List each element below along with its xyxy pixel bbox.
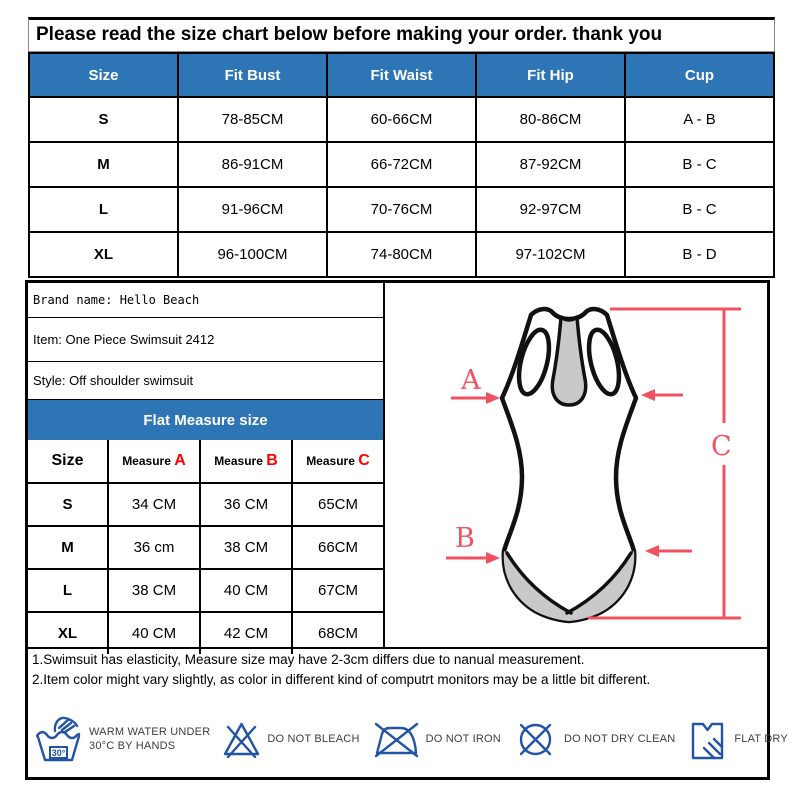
table-row xyxy=(29,187,774,232)
table-row xyxy=(29,232,774,277)
care-label-line: FLAT DRY xyxy=(734,733,788,745)
cell: 86-91CM xyxy=(178,142,327,187)
col-cup: Cup xyxy=(625,53,774,97)
do-not-iron-icon xyxy=(373,720,419,759)
measure-letter-b: B xyxy=(266,452,278,469)
col-fit-bust: Fit Bust xyxy=(178,53,327,97)
care-label-line: DO NOT IRON xyxy=(425,733,501,745)
care-item-do-not-bleach xyxy=(223,719,359,759)
arrow-a-right-head xyxy=(641,389,655,401)
measure-header-row xyxy=(28,440,383,483)
measure-label: Measure xyxy=(214,454,263,468)
cell: 36 cm xyxy=(108,526,200,569)
col-measure-b xyxy=(200,440,292,483)
cell: 65CM xyxy=(292,483,383,526)
arrow-a-left-head xyxy=(486,392,500,404)
cell: 87-92CM xyxy=(476,142,625,187)
table-row xyxy=(28,569,383,612)
swimsuit-diagram-svg xyxy=(385,283,767,647)
care-item-do-not-dry-clean xyxy=(514,718,675,761)
brand-name-row: Brand name: Hello Beach xyxy=(28,283,383,318)
col-size: Size xyxy=(29,53,178,97)
col-size: Size xyxy=(28,440,108,483)
col-measure-c xyxy=(292,440,383,483)
fit-size-header-row xyxy=(29,53,774,97)
cell: L xyxy=(28,569,108,612)
cell: 66-72CM xyxy=(327,142,476,187)
banner-text: Please read the size chart below before making your order. thank you xyxy=(28,17,775,52)
cell: 60-66CM xyxy=(327,97,476,142)
cell: 36 CM xyxy=(200,483,292,526)
cell: B - C xyxy=(625,142,774,187)
fit-size-table xyxy=(28,52,775,278)
cell: 92-97CM xyxy=(476,187,625,232)
product-info-panel xyxy=(28,283,385,647)
care-label-line: 30°C BY HANDS xyxy=(89,740,176,752)
divider-line xyxy=(28,647,767,649)
note-line-1: 1.Swimsuit has elasticity, Measure size may have 2-3cm differs due to nanual measurement. xyxy=(32,652,585,667)
cell: A - B xyxy=(625,97,774,142)
care-instructions-row xyxy=(28,701,788,777)
cell: 40 CM xyxy=(108,612,200,654)
notes-block xyxy=(28,650,767,690)
table-row xyxy=(29,97,774,142)
care-label-line: DO NOT BLEACH xyxy=(267,733,360,745)
table-row xyxy=(28,483,383,526)
measure-letter-c: C xyxy=(358,452,370,469)
style-row: Style: Off shoulder swimsuit xyxy=(28,362,383,400)
cell: 70-76CM xyxy=(327,187,476,232)
label-b: B xyxy=(455,523,475,554)
col-fit-waist: Fit Waist xyxy=(327,53,476,97)
cell: 40 CM xyxy=(200,569,292,612)
label-c: C xyxy=(711,431,732,462)
table-row xyxy=(29,142,774,187)
care-label-line: DO NOT DRY CLEAN xyxy=(563,733,676,745)
care-label xyxy=(426,732,501,746)
cell: XL xyxy=(29,232,178,277)
cell: 78-85CM xyxy=(178,97,327,142)
cell: XL xyxy=(28,612,108,654)
note-line-2: 2.Item color might vary slightly, as color in different kind of computrt monitors may be a little bit different. xyxy=(32,672,651,687)
table-row xyxy=(28,526,383,569)
cell: 42 CM xyxy=(200,612,292,654)
care-item-hand-wash xyxy=(35,714,210,764)
cell: S xyxy=(28,483,108,526)
item-row: Item: One Piece Swimsuit 2412 xyxy=(28,318,383,362)
measure-label: Measure xyxy=(306,454,355,468)
flat-dry-icon xyxy=(688,718,727,761)
arrow-b-right-head xyxy=(645,545,659,557)
swimsuit-measure-diagram xyxy=(385,283,767,647)
care-label xyxy=(564,732,675,746)
measure-letter-a: A xyxy=(174,452,186,469)
care-label xyxy=(734,732,788,746)
care-label xyxy=(267,732,359,746)
care-label xyxy=(89,725,210,753)
label-a: A xyxy=(461,365,481,396)
cell: 38 CM xyxy=(108,569,200,612)
cell: M xyxy=(28,526,108,569)
cell: 74-80CM xyxy=(327,232,476,277)
care-item-do-not-iron xyxy=(373,720,501,759)
hand-wash-icon xyxy=(35,714,82,764)
cell: M xyxy=(29,142,178,187)
cell: 66CM xyxy=(292,526,383,569)
cell: 67CM xyxy=(292,569,383,612)
measure-label: Measure xyxy=(122,454,171,468)
svg-text:30°: 30° xyxy=(51,748,66,758)
cell: 97-102CM xyxy=(476,232,625,277)
cell: B - C xyxy=(625,187,774,232)
arrow-b-left-head xyxy=(486,552,500,564)
flat-measure-title: Flat Measure size xyxy=(28,400,383,440)
cell: B - D xyxy=(625,232,774,277)
cell: 38 CM xyxy=(200,526,292,569)
col-fit-hip: Fit Hip xyxy=(476,53,625,97)
cell: 68CM xyxy=(292,612,383,654)
product-detail-box xyxy=(25,280,788,780)
do-not-bleach-icon xyxy=(223,719,260,759)
cell: S xyxy=(29,97,178,142)
flat-measure-table xyxy=(28,440,383,654)
cell: L xyxy=(29,187,178,232)
cell: 91-96CM xyxy=(178,187,327,232)
cell: 80-86CM xyxy=(476,97,625,142)
cell: 34 CM xyxy=(108,483,200,526)
cell: 96-100CM xyxy=(178,232,327,277)
col-measure-a xyxy=(108,440,200,483)
care-label-line: WARM WATER UNDER xyxy=(89,726,211,738)
care-item-flat-dry xyxy=(688,718,788,761)
do-not-dry-clean-icon xyxy=(514,718,557,761)
